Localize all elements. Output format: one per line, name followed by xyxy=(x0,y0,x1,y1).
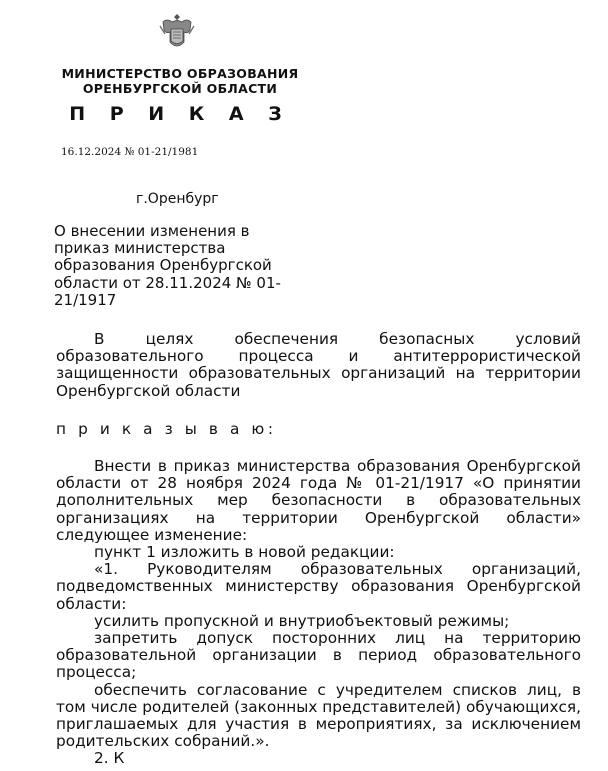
ministry-name xyxy=(40,66,320,96)
item-1: «1. Руководителям образовательных организаций, подведомственных министерству образования Оренбургской области: xyxy=(56,560,581,613)
coat-of-arms-icon xyxy=(157,12,197,52)
item-1-a: усилить пропускной и внутриобъектовый режимы; xyxy=(94,611,510,630)
clause-paragraph: пункт 1 изложить в новой редакции: xyxy=(94,543,395,562)
item-1-b: запретить допуск посторонних лиц на территорию образовательной организации в период образовательного процесса; xyxy=(56,629,581,682)
ministry-line-1: МИНИСТЕРСТВО ОБРАЗОВАНИЯ xyxy=(61,66,299,81)
order-word: п р и к а з ы в а ю: xyxy=(56,419,277,438)
document-body xyxy=(56,331,581,768)
document-type: П Р И К А З xyxy=(69,103,291,125)
document-subject: О внесении изменения в приказ министерства образования Оренбургской области от 28.11.2024 № 01-21/1917 xyxy=(54,222,281,309)
city: г.Оренбург xyxy=(136,191,219,207)
item-2-partial: 2. К xyxy=(94,749,125,768)
preamble: В целях обеспечения безопасных условий образовательного процесса и антитеррористической защищенности образовательных организаций на территории Оренбургской области xyxy=(56,330,581,400)
item-1-c: обеспечить согласование с учредителем списков лиц, в том числе родителей (законных представителей) обучающихся, приглашаемых для участия в мероприятиях, за исключением родительских собраний.». xyxy=(56,680,581,751)
registration-number: 16.12.2024 № 01-21/1981 xyxy=(61,146,199,158)
intro-paragraph: Внести в приказ министерства образования Оренбургской области от 28 ноября 2024 года № 01-21/1917 «О принятии дополнительных мер безопасности в образовательных организациях на территории Оренбургской области» следующее изменение: xyxy=(56,457,581,544)
ministry-line-2: ОРЕНБУРГСКОЙ ОБЛАСТИ xyxy=(82,81,278,96)
